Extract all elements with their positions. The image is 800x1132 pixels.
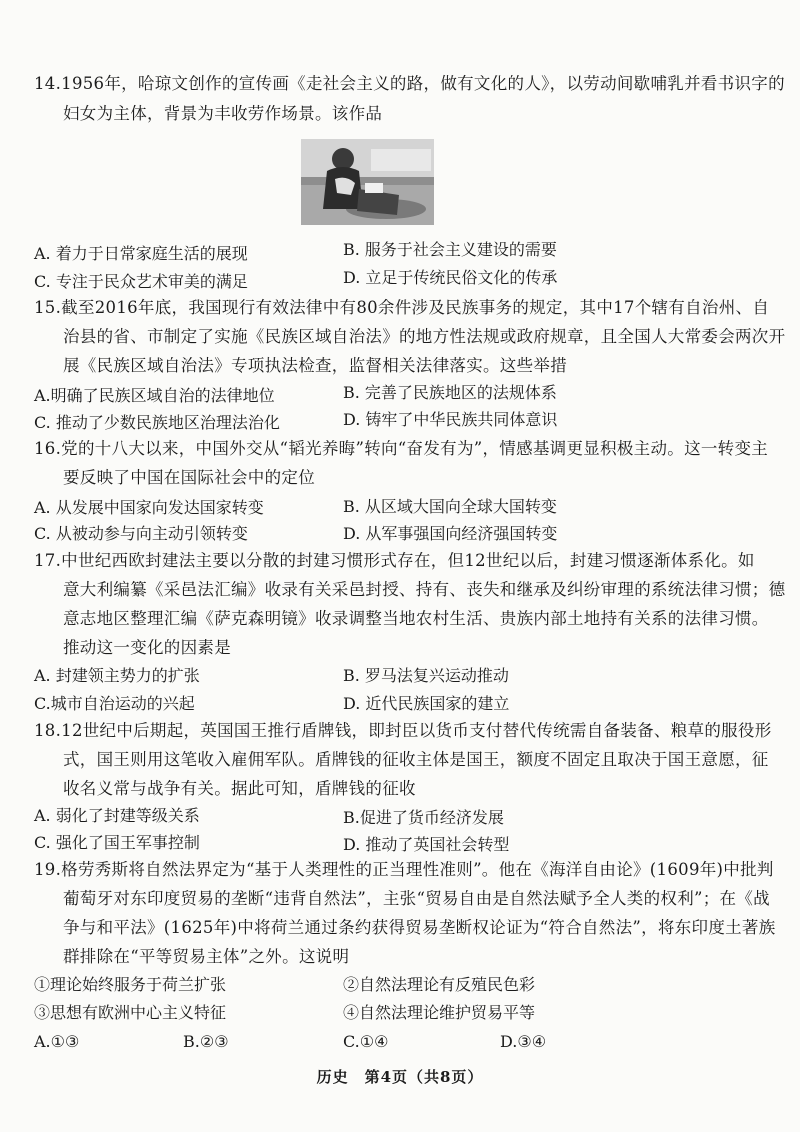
- question-number: 17.: [34, 551, 62, 570]
- question-18-line-1: 18.12世纪中后期起，英国国王推行盾牌钱，即封臣以货币支付替代传统需自备装备、粮草的服役形: [34, 721, 772, 740]
- option-b: B.②③: [183, 1032, 229, 1051]
- option-c: C. 专注于民众艺术审美的满足: [34, 272, 248, 291]
- question-number: 16.: [34, 439, 62, 458]
- option-b: B. 从区域大国向全球大国转变: [343, 497, 557, 516]
- page-footer: 历史 第4页（共8页）: [316, 1068, 484, 1086]
- option-d: D. 从军事强国向经济强国转变: [343, 524, 558, 543]
- question-19-line-2: 葡萄牙对东印度贸易的垄断“违背自然法”，主张“贸易自由是自然法赋予全人类的权利”；在《战: [63, 889, 770, 908]
- question-number: 19.: [34, 860, 62, 879]
- question-17-line-3: 意志地区整理汇编《萨克森明镜》收录调整当地农村生活、贵族内部土地持有关系的法律习惯。: [63, 609, 769, 628]
- statement-3: ③思想有欧洲中心主义特征: [34, 1003, 227, 1022]
- question-15-line-1: 15.截至2016年底，我国现行有效法律中有80余件涉及民族事务的规定，其中17个辖有自治州、自: [34, 298, 770, 317]
- option-b: B. 服务于社会主义建设的需要: [343, 240, 557, 259]
- question-number: 18.: [34, 721, 62, 740]
- option-c: C. 强化了国王军事控制: [34, 833, 200, 852]
- statement-1: ①理论始终服务于荷兰扩张: [34, 975, 227, 994]
- option-c: C. 从被动参与向主动引领转变: [34, 524, 248, 543]
- question-17-line-1: 17.中世纪西欧封建法主要以分散的封建习惯形式存在，但12世纪以后，封建习惯逐渐体系化。如: [34, 551, 755, 570]
- option-c: C.①④: [343, 1032, 389, 1051]
- option-d: D. 近代民族国家的建立: [343, 694, 510, 713]
- option-a: A. 着力于日常家庭生活的展现: [34, 244, 248, 263]
- question-19-line-1: 19.格劳秀斯将自然法界定为“基于人类理性的正当理性准则”。他在《海洋自由论》(1609年)中批判: [34, 860, 774, 879]
- question-16-line-2: 要反映了中国在国际社会中的定位: [63, 468, 315, 487]
- option-a: A. 弱化了封建等级关系: [34, 806, 200, 825]
- question-15-line-2: 治县的省、市制定了实施《民族区域自治法》的地方性法规或政府规章，且全国人大常委会两次开: [63, 327, 786, 346]
- question-number: 15.: [34, 298, 62, 317]
- option-b: B. 完善了民族地区的法规体系: [343, 383, 557, 402]
- question-17-line-4: 推动这一变化的因素是: [63, 638, 231, 657]
- option-a: A. 从发展中国家向发达国家转变: [34, 498, 264, 517]
- question-14-line-2: 妇女为主体，背景为丰收劳作场景。该作品: [63, 104, 383, 123]
- option-a: A.①③: [34, 1032, 80, 1051]
- option-d: D. 铸牢了中华民族共同体意识: [343, 410, 558, 429]
- question-18-line-2: 式，国王则用这笔收入雇佣军队。盾牌钱的征收主体是国王，额度不固定且取决于国王意愿，征: [63, 750, 769, 769]
- question-18-line-3: 收名义常与战争有关。据此可知，盾牌钱的征收: [63, 779, 416, 798]
- painting-illustration: [301, 139, 434, 225]
- question-number: 14.: [34, 74, 62, 93]
- question-19-line-3: 争与和平法》(1625年)中将荷兰通过条约获得贸易垄断权论证为“符合自然法”，将东印度土著族: [63, 918, 776, 937]
- statement-2: ②自然法理论有反殖民色彩: [343, 975, 536, 994]
- question-16-line-1: 16.党的十八大以来，中国外交从“韬光养晦”转向“奋发有为”，情感基调更显积极主动。这一转变主: [34, 439, 769, 458]
- question-19-line-4: 群排除在“平等贸易主体”之外。这说明: [63, 947, 350, 966]
- question-17-line-2: 意大利编纂《采邑法汇编》收录有关采邑封授、持有、丧失和继承及纠纷审理的系统法律习惯；德: [63, 580, 786, 599]
- option-b: B.促进了货币经济发展: [343, 808, 504, 827]
- statement-4: ④自然法理论维护贸易平等: [343, 1003, 536, 1022]
- option-b: B. 罗马法复兴运动推动: [343, 666, 509, 685]
- option-c: C. 推动了少数民族地区治理法治化: [34, 413, 280, 432]
- option-d: D. 推动了英国社会转型: [343, 835, 510, 854]
- propaganda-painting-image: [301, 139, 434, 225]
- option-d: D. 立足于传统民俗文化的传承: [343, 268, 558, 287]
- option-c: C.城市自治运动的兴起: [34, 694, 195, 713]
- option-d: D.③④: [500, 1032, 547, 1051]
- option-a: A. 封建领主势力的扩张: [34, 666, 200, 685]
- option-a: A.明确了民族区域自治的法律地位: [34, 386, 275, 405]
- question-14-line-1: 14.1956年，哈琼文创作的宣传画《走社会主义的路，做有文化的人》，以劳动间歇哺乳并看书识字的: [34, 74, 785, 93]
- question-15-line-3: 展《民族区域自治法》专项执法检查，监督相关法律落实。这些举措: [63, 356, 567, 375]
